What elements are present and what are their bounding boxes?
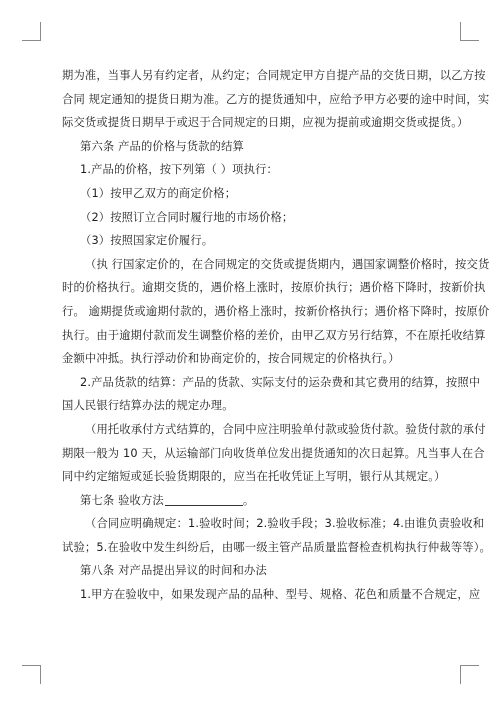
text-line: 行。 逾期提货或逾期付款的，遇价格上涨时，按新价格执行；遇价格下降时，按原价: [62, 304, 490, 318]
text-line: 期限一般为 10 天，从运输部门向收货单位发出提货通知的次日起算。凡当事人在合: [62, 446, 485, 460]
text-line: （用托收承付方式结算的，合同中应注明验单付款或验货付款。验货付款的承付: [85, 422, 486, 436]
text-line: 期为准，当事人另有约定者，从约定；合同规定甲方自提产品的交货日期，以乙方按: [62, 69, 486, 82]
text-line: 1.甲方在验收中，如果发现产品的品种、型号、规格、花色和质量不合规定，应: [80, 588, 481, 602]
list-item: （1）按甲乙双方的商定价格；: [80, 186, 237, 200]
article-seven-heading: [62, 489, 444, 513]
list-item: （3）按照国家定价履行。: [80, 234, 214, 248]
document-body: [62, 64, 491, 607]
text-line: 试验；5.在验收中发生纠纷后，由哪一级主管产品质量监督检查机构执行仲裁等等）。: [62, 540, 491, 554]
text-line: 金额中冲抵。执行浮动价和协商定价的，按合同规定的价格执行。）: [62, 352, 400, 366]
text-line: 国人民银行结算办法的规定办理。: [62, 399, 234, 413]
text-line: 1.产品的价格，按下列第（ ）项执行：: [80, 163, 278, 177]
crop-mark-top-left: [22, 22, 41, 41]
text-line: 同中约定缩短或延长验货期限的，应当在托收凭证上写明，银行从其规定。）: [62, 470, 446, 484]
list-item: （2）按照订立合同时履行地的市场价格；: [80, 210, 294, 224]
crop-mark-top-right: [460, 22, 479, 41]
text-line: 时的价格执行。逾期交货的，遇价格上涨时，按原价执行；遇价格下降时，按新价执: [62, 281, 486, 295]
crop-mark-bottom-left: [22, 665, 41, 684]
text-line: 际交货或提货日期早于或迟于合同规定的日期，应视为提前或逾期交货或提货。）: [62, 116, 469, 130]
article-seven-period: 。: [242, 493, 255, 507]
text-line: 合同 规定通知的提货日期为准。乙方的提货通知中，应给予甲方必要的途中时间，实: [62, 92, 490, 106]
text-line: （执 行国家定价的，在合同规定的交货或提货期内，遇国家调整价格时，按交货: [85, 257, 490, 271]
article-eight-heading: 第八条 对产品提出异议的时间和办法: [80, 564, 267, 578]
fill-in-blank: [165, 493, 243, 506]
crop-mark-bottom-right: [460, 665, 479, 684]
article-six-heading: 第六条 产品的价格与货款的结算: [80, 139, 244, 153]
text-line: 2.产品货款的结算：产品的货款、实际支付的运杂费和其它费用的结算，按照中: [80, 375, 481, 389]
article-seven-label: 第七条 验收方法: [80, 493, 164, 507]
text-line: （合同应明确规定：1.验收时间；2.验收手段；3.验收标准；4.由谁负责验收和: [85, 517, 485, 531]
text-line: 执行。由于逾期付款而发生调整价格的差价，由甲乙双方另行结算，不在原托收结算: [62, 328, 486, 342]
